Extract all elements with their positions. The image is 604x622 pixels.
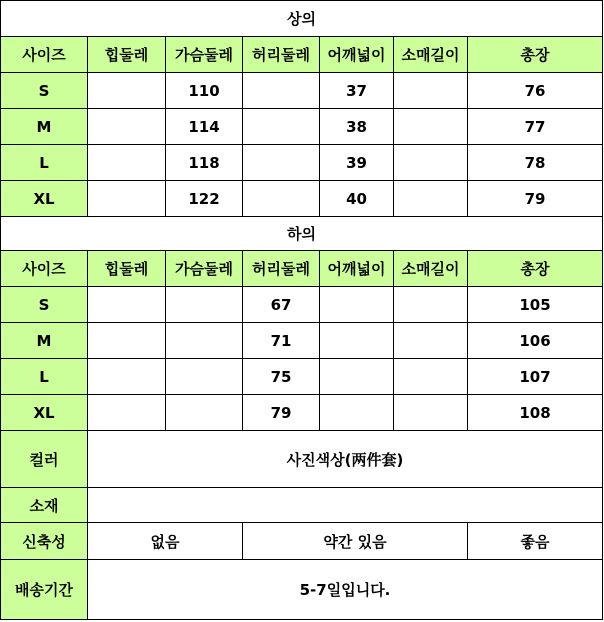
top-measure-cell: [243, 73, 320, 109]
stretch-row: [1, 523, 603, 560]
top-header-cell: 어깨넓이: [320, 37, 394, 73]
top-measure-cell: [88, 109, 166, 145]
top-measure-cell: 76: [468, 73, 603, 109]
bottom-size-label: L: [1, 359, 88, 395]
bottom-measure-cell: [320, 395, 394, 431]
bottom-header-row: [1, 251, 603, 287]
top-measure-cell: [88, 181, 166, 217]
bottom-size-row: [1, 395, 603, 431]
bottom-measure-cell: [88, 359, 166, 395]
top-measure-cell: 37: [320, 73, 394, 109]
bottom-measure-cell: [88, 395, 166, 431]
top-measure-cell: [394, 109, 468, 145]
bottom-measure-cell: 105: [468, 287, 603, 323]
stretch-option-none: 없음: [88, 523, 243, 560]
bottom-measure-cell: 79: [243, 395, 320, 431]
top-measure-cell: 122: [166, 181, 243, 217]
bottom-measure-cell: 67: [243, 287, 320, 323]
top-measure-cell: [394, 73, 468, 109]
material-label: 소재: [1, 488, 88, 523]
bottom-measure-cell: [320, 287, 394, 323]
top-size-row: [1, 145, 603, 181]
bottom-size-row: [1, 359, 603, 395]
top-header-cell: 총장: [468, 37, 603, 73]
bottom-measure-cell: [394, 395, 468, 431]
top-size-label: M: [1, 109, 88, 145]
bottom-measure-cell: 75: [243, 359, 320, 395]
top-measure-cell: [243, 145, 320, 181]
bottom-measure-cell: [320, 323, 394, 359]
bottom-measure-cell: [394, 323, 468, 359]
top-header-row: [1, 37, 603, 73]
top-measure-cell: 110: [166, 73, 243, 109]
top-measure-cell: 114: [166, 109, 243, 145]
top-measure-cell: [394, 181, 468, 217]
stretch-option-good: 좋음: [468, 523, 603, 560]
bottom-title-row: [1, 217, 603, 251]
bottom-measure-cell: [394, 359, 468, 395]
top-section-title: 상의: [1, 1, 603, 37]
color-value: 사진색상(两件套): [88, 431, 603, 488]
top-measure-cell: 39: [320, 145, 394, 181]
bottom-measure-cell: [166, 395, 243, 431]
top-measure-cell: [243, 181, 320, 217]
stretch-label: 신축성: [1, 523, 88, 560]
top-size-label: L: [1, 145, 88, 181]
bottom-header-cell: 소매길이: [394, 251, 468, 287]
shipping-label: 배송기간: [1, 560, 88, 620]
bottom-header-cell: 사이즈: [1, 251, 88, 287]
top-measure-cell: 77: [468, 109, 603, 145]
bottom-header-cell: 힙둘레: [88, 251, 166, 287]
bottom-measure-cell: 108: [468, 395, 603, 431]
bottom-measure-cell: [320, 359, 394, 395]
top-title-row: [1, 1, 603, 37]
bottom-header-cell: 어깨넓이: [320, 251, 394, 287]
top-size-label: S: [1, 73, 88, 109]
top-measure-cell: 78: [468, 145, 603, 181]
shipping-value: 5-7일입니다.: [88, 560, 603, 620]
bottom-size-label: XL: [1, 395, 88, 431]
bottom-header-cell: 가슴둘레: [166, 251, 243, 287]
bottom-header-cell: 총장: [468, 251, 603, 287]
top-measure-cell: 79: [468, 181, 603, 217]
bottom-section-title: 하의: [1, 217, 603, 251]
top-size-row: [1, 73, 603, 109]
bottom-measure-cell: 106: [468, 323, 603, 359]
bottom-header-cell: 허리둘레: [243, 251, 320, 287]
top-measure-cell: [88, 145, 166, 181]
top-header-cell: 소매길이: [394, 37, 468, 73]
bottom-size-label: M: [1, 323, 88, 359]
bottom-measure-cell: [166, 323, 243, 359]
stretch-option-some: 약간 있음: [243, 523, 468, 560]
shipping-row: [1, 560, 603, 620]
bottom-measure-cell: 107: [468, 359, 603, 395]
top-measure-cell: [88, 73, 166, 109]
top-header-cell: 힙둘레: [88, 37, 166, 73]
top-measure-cell: 40: [320, 181, 394, 217]
material-row: [1, 488, 603, 523]
color-row: [1, 431, 603, 488]
color-label: 컬러: [1, 431, 88, 488]
top-header-cell: 사이즈: [1, 37, 88, 73]
bottom-measure-cell: [166, 287, 243, 323]
bottom-size-row: [1, 323, 603, 359]
top-header-cell: 허리둘레: [243, 37, 320, 73]
top-measure-cell: [394, 145, 468, 181]
top-measure-cell: 118: [166, 145, 243, 181]
top-size-row: [1, 181, 603, 217]
bottom-measure-cell: [88, 323, 166, 359]
top-size-label: XL: [1, 181, 88, 217]
bottom-size-label: S: [1, 287, 88, 323]
material-value: [88, 488, 603, 523]
top-size-row: [1, 109, 603, 145]
bottom-size-row: [1, 287, 603, 323]
top-measure-cell: [243, 109, 320, 145]
bottom-measure-cell: [394, 287, 468, 323]
bottom-measure-cell: [166, 359, 243, 395]
bottom-measure-cell: 71: [243, 323, 320, 359]
top-header-cell: 가슴둘레: [166, 37, 243, 73]
bottom-measure-cell: [88, 287, 166, 323]
top-measure-cell: 38: [320, 109, 394, 145]
